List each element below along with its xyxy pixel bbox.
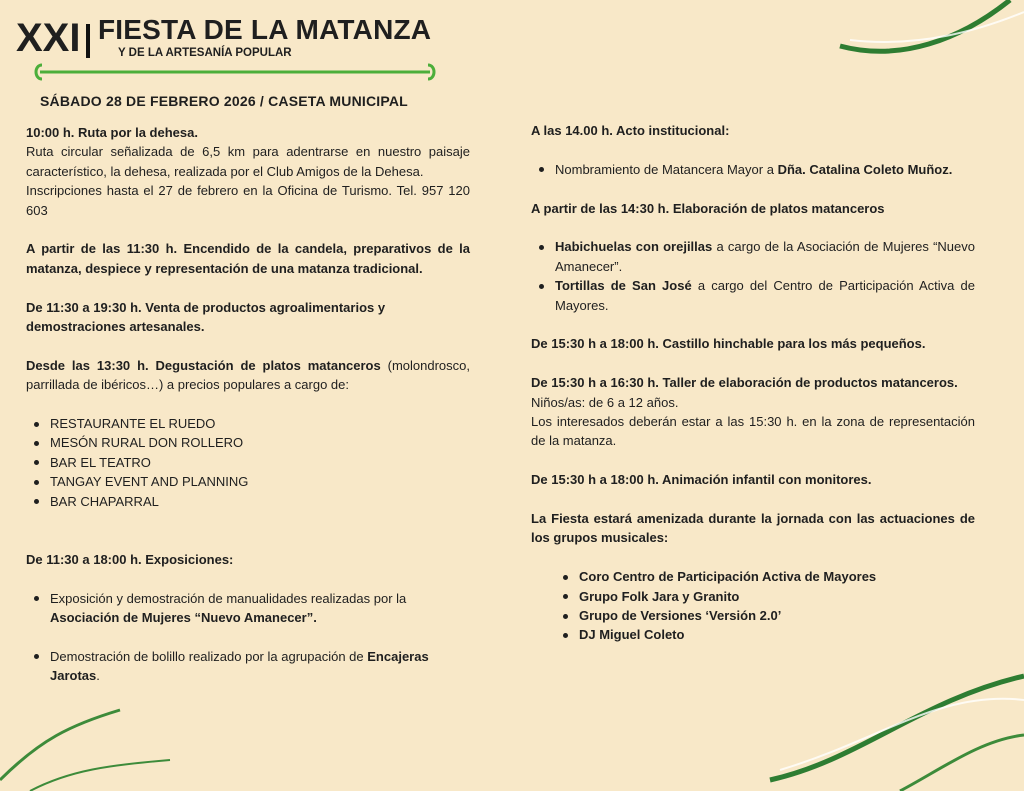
list-item: Coro Centro de Participación Activa de Mayores — [531, 567, 975, 586]
castillo-heading: De 15:30 h a 18:00 h. Castillo hinchable para los más pequeños. — [531, 336, 926, 352]
candela-heading: A partir de las 11:30 h. Encendido de la candela, preparativos de la matanza, despiece y representación de una matanza tradicional. — [26, 241, 470, 276]
list-item: Tortillas de San José a cargo del Centro de Participación Activa de Mayores. — [531, 276, 975, 315]
taller-heading: De 15:30 h a 16:30 h. Taller de elaboración de productos matanceros. — [531, 375, 958, 391]
bottom-right-white-curve — [780, 699, 1024, 770]
bottom-left-green-curve-1 — [0, 710, 120, 780]
title-separator-bar — [86, 24, 90, 58]
list-item: MESÓN RURAL DON ROLLERO — [26, 433, 470, 452]
music-groups-list — [531, 567, 975, 645]
acto-list — [531, 160, 975, 179]
ruta-inscripciones: Inscripciones hasta el 27 de febrero en la Oficina de Turismo. Tel. 957 120 603 — [26, 183, 470, 218]
list-item: Grupo de Versiones ‘Versión 2.0’ — [531, 606, 975, 625]
degustacion-heading: Desde las 13:30 h. Degustación de platos matanceros — [26, 357, 381, 373]
list-item: TANGAY EVENT AND PLANNING — [26, 472, 470, 491]
animacion-heading: De 15:30 h a 18:00 h. Animación infantil con monitores. — [531, 472, 872, 488]
list-item: Grupo Folk Jara y Granito — [531, 587, 975, 606]
ruta-heading: 10:00 h. Ruta por la dehesa. — [26, 125, 198, 140]
restaurant-list — [26, 414, 470, 511]
bottom-right-green-curve-1 — [770, 676, 1024, 780]
venta-heading: De 11:30 a 19:30 h. Venta de productos agroalimentarios y demostraciones artesanales. — [26, 299, 386, 335]
date-location-line: SÁBADO 28 DE FEBRERO 2026 / CASETA MUNICIPAL — [40, 93, 408, 109]
exposiciones-list — [26, 589, 470, 686]
taller-text: Los interesados deberán estar a las 15:30 h. en la zona de representación de la matanza. — [531, 414, 975, 449]
degustacion-text: (molondrosco, parrillada de ibéricos…) a precios populares a cargo de: — [26, 357, 470, 393]
list-item: Exposición y demostración de manualidades realizadas por la Asociación de Mujeres “Nuevo Amanecer”. — [26, 589, 470, 628]
top-right-green-curve — [840, 0, 1010, 51]
list-item: DJ Miguel Coleto — [531, 625, 975, 644]
event-subtitle: Y DE LA ARTESANÍA POPULAR — [118, 47, 292, 59]
edition-number: XXI — [16, 16, 81, 60]
green-divider-line — [34, 62, 444, 82]
fiesta-heading: La Fiesta estará amenizada durante la jornada con las actuaciones de los grupos musicales: — [531, 511, 975, 546]
acto-heading: A las 14.00 h. Acto institucional: — [531, 123, 730, 138]
list-item: BAR EL TEATRO — [26, 453, 470, 472]
list-item: BAR CHAPARRAL — [26, 492, 470, 511]
top-right-white-curve — [850, 12, 1024, 42]
elaboracion-list — [531, 237, 975, 315]
left-column — [26, 123, 470, 686]
elaboracion-heading: A partir de las 14:30 h. Elaboración de platos matanceros — [531, 200, 885, 216]
degustacion-paragraph — [26, 356, 470, 395]
bottom-left-green-curve-2 — [30, 760, 170, 791]
header — [14, 10, 444, 110]
exposiciones-heading: De 11:30 a 18:00 h. Exposiciones: — [26, 551, 234, 567]
event-title: FIESTA DE LA MATANZA — [98, 14, 432, 45]
list-item: Habichuelas con orejillas a cargo de la Asociación de Mujeres “Nuevo Amanecer”. — [531, 237, 975, 276]
taller-edad: Niños/as: de 6 a 12 años. — [531, 394, 679, 410]
list-item: Demostración de bolillo realizado por la agrupación de Encajeras Jarotas. — [26, 647, 470, 686]
right-column — [531, 121, 975, 645]
bottom-right-green-curve-2 — [900, 735, 1024, 791]
list-item: RESTAURANTE EL RUEDO — [26, 414, 470, 433]
ruta-description: Ruta circular señalizada de 6,5 km para adentrarse en nuestro paisaje característico, la dehesa, realizada por el Club Amigos de la Dehesa. — [26, 144, 470, 179]
list-item: Nombramiento de Matancera Mayor a Dña. Catalina Coleto Muñoz. — [531, 160, 975, 179]
